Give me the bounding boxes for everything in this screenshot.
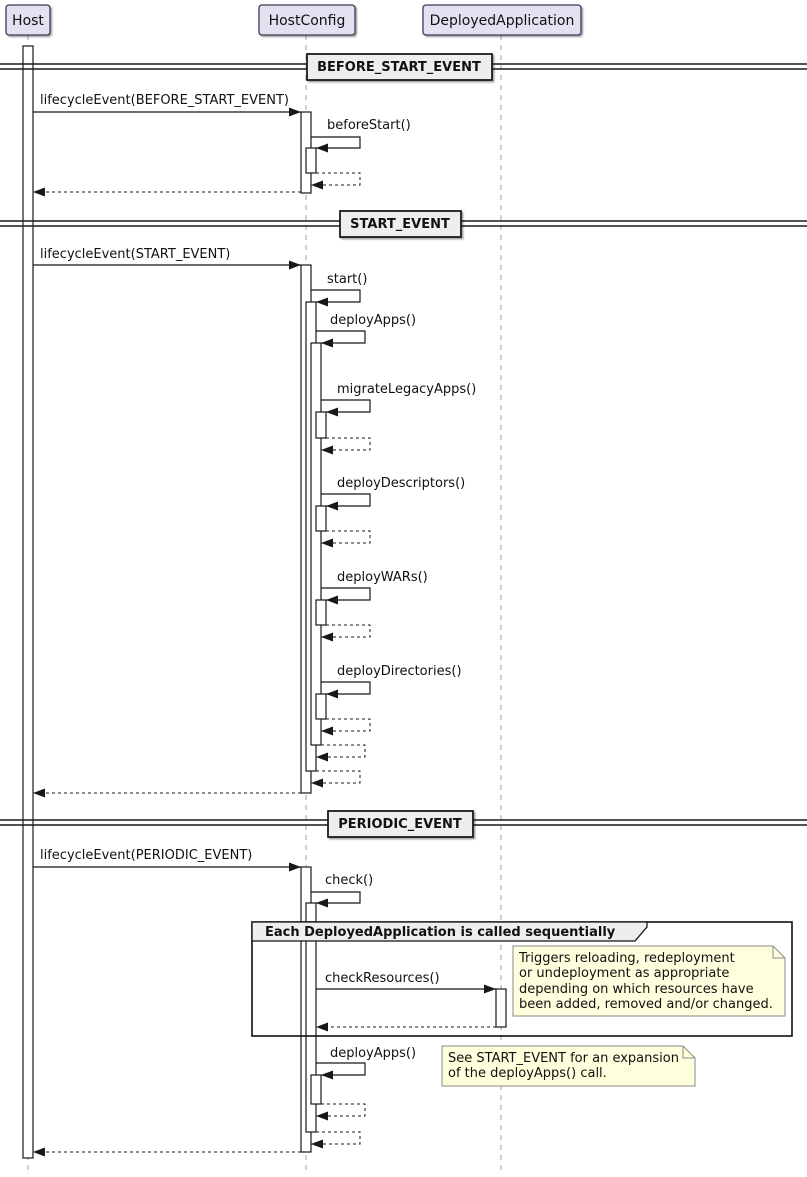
activation-bar [496,989,506,1027]
self-message-arrow [311,137,360,148]
activation-bar [316,600,326,625]
message-label-deploydescriptors: deployDescriptors() [337,476,466,491]
activation-bar [316,506,326,531]
divider-periodic-event [0,811,807,837]
self-message-arrow [321,494,370,506]
note-line: Triggers reloading, redeployment [519,951,735,966]
self-message-arrow [321,588,370,600]
participant-label: Host [12,13,44,29]
participant-label: DeployedApplication [429,13,575,29]
message-label-checkresources: checkResources() [325,971,440,986]
note-line: depending on which resources have [519,982,754,997]
message-label-lifecycle-before: lifecycleEvent(BEFORE_START_EVENT) [40,93,289,108]
self-return-arrow [311,1132,360,1144]
self-message-arrow [311,290,360,302]
note-check-resources [513,946,785,1016]
self-message-arrow [316,331,365,343]
participant-deployedapplication [423,5,581,35]
divider-start-event [0,211,807,237]
self-message-arrow [311,892,360,903]
message-label-beforestart: beforeStart() [327,118,411,133]
activation-bar [316,694,326,719]
activation-bar [316,412,326,438]
self-return-arrow [321,438,370,450]
self-return-arrow [311,771,360,783]
group-label: Each DeployedApplication is called sequentially [265,925,616,940]
note-deploy-apps [442,1046,695,1086]
self-return-arrow [316,1104,365,1116]
message-label-deploywars: deployWARs() [337,570,428,585]
section-periodic-event [33,848,792,1152]
note-line: of the deployApps() call. [448,1066,607,1081]
note-line: or undeployment as appropriate [519,966,730,981]
self-message-arrow [321,400,370,412]
activation-bar [311,1075,321,1104]
message-label-deployapps-periodic: deployApps() [330,1046,417,1061]
activation-bar [311,343,321,745]
message-label-deployapps: deployApps() [330,313,417,328]
section-before-start-event [33,93,411,193]
message-label-lifecycle-periodic: lifecycleEvent(PERIODIC_EVENT) [40,848,253,863]
self-return-arrow [321,625,370,637]
message-label-lifecycle-start: lifecycleEvent(START_EVENT) [40,247,231,262]
self-return-arrow [311,173,360,185]
activation-bar [306,148,316,173]
section-start-event [33,247,476,793]
self-return-arrow [316,745,365,757]
message-label-check: check() [325,873,374,888]
divider-label: BEFORE_START_EVENT [317,60,481,75]
self-message-arrow [316,1063,365,1075]
message-label-start: start() [327,272,368,287]
divider-before-start-event [0,54,807,80]
note-line: been added, removed and/or changed. [519,997,773,1012]
self-message-arrow [321,682,370,694]
note-line: See START_EVENT for an expansion [448,1051,679,1066]
divider-label: PERIODIC_EVENT [338,817,462,832]
message-label-deploydirectories: deployDirectories() [337,664,462,679]
self-return-arrow [321,531,370,543]
activation-bar-host [23,46,33,1158]
divider-label: START_EVENT [350,217,450,232]
self-return-arrow [321,719,370,731]
participant-hostconfig [259,5,355,35]
participant-host [6,5,50,35]
participant-label: HostConfig [268,13,346,29]
message-label-migratelegacyapps: migrateLegacyApps() [337,382,477,397]
